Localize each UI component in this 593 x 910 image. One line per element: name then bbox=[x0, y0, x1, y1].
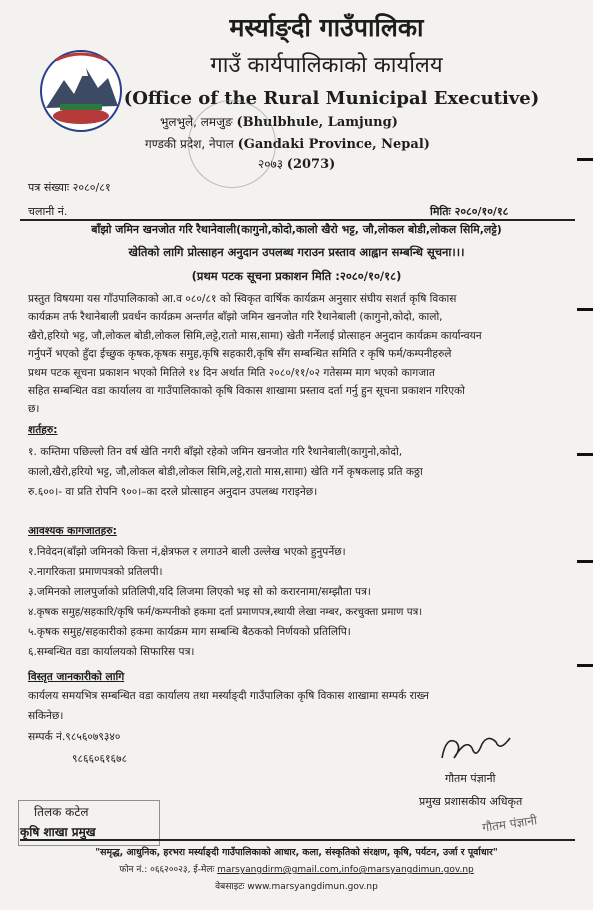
edge-dash bbox=[577, 158, 593, 161]
document-item: ४.कृषक समुह/सहकारि/कृषि फर्म/कम्पनीको हकमा दर्ता प्रमाणपत्र,स्थायी लेखा नम्बर, करचुक्ता प्रमाण पत्र। bbox=[28, 606, 423, 619]
edge-dash bbox=[577, 308, 593, 311]
letter-date: मितिः २०८०/१०/१८ bbox=[430, 205, 509, 218]
document-item: १.निवेदन(बाँझो जमिनको कित्ता नं,क्षेत्रफल र लगाउने बाली उल्लेख भएको हुनुपर्नेछ। bbox=[28, 546, 346, 559]
body-line: सहित सम्बन्धित वडा कार्यालय वा गाउँपालिकाको कृषि विकास शाखामा प्रस्ताव दर्ता गर्नु हुन सूचना प्रकाशन गरिएको bbox=[28, 385, 465, 398]
contact-number: सम्पर्क नं.९८५६०७९३४० bbox=[28, 731, 121, 744]
footer-email-link[interactable]: marsyangdirm@gmail.com,info@marsyangdimun.gov.np bbox=[217, 865, 474, 875]
subject-line-3: (प्रथम पटक सूचना प्रकाशन मिति :२०८०/१०/१८) bbox=[191, 269, 402, 283]
address-nepali: भुलभुले, लमजुङ bbox=[160, 115, 233, 129]
office-round-stamp bbox=[188, 100, 276, 188]
address-english: (Bhulbhule, Lamjung) bbox=[236, 115, 398, 130]
info-section bbox=[28, 668, 429, 770]
year-nepali: २०७३ bbox=[258, 157, 283, 171]
footer-website-link[interactable]: www.marsyangdimun.gov.np bbox=[247, 882, 378, 892]
signatory-name: गौतम पंज्ञानी bbox=[445, 772, 496, 785]
footer-divider bbox=[20, 839, 575, 841]
footer-website-line bbox=[0, 879, 593, 892]
footer-slogan: "समृद्ध, आधुनिक, हरभरा मर्स्याङ्दी गाउँपालिकाको आधार, कला, संस्कृतिको संरक्षण, कृषि, पर्यटन, उर्जा र पूर्वाधार" bbox=[95, 847, 498, 858]
province-english: (Gandaki Province, Nepal) bbox=[237, 137, 430, 152]
info-heading: विस्तृत जानकारीको लागि bbox=[28, 671, 125, 683]
body-line: कार्यक्रम तर्फ रैथानेबाली प्रवर्धन कार्यक्रम अन्तर्गत बाँझो जमिन खनजोत गरि रैथानेबाली (कागुनो,कोदो, कालो, bbox=[28, 311, 443, 324]
org-title: मर्स्याङ्दी गाउँपालिका bbox=[229, 13, 424, 42]
office-title-nepali: गाउँ कार्यपालिकाको कार्यालय bbox=[210, 53, 443, 78]
stamp-left-sub: कृषि शाखा प्रमुख bbox=[20, 825, 96, 839]
condition-line: १. कम्तिमा पछिल्लो तिन वर्ष खेति नगरी बाँझो रहेको जमिन खनजोत गरि रैथानेबाली(कागुनो,कोदो, bbox=[28, 446, 403, 459]
body-line: खैरो,हरियो भट्ट, जौ,लोकल बोडी,लोकल सिमि,लट्टे,रातो मास,सामा) खेती गर्नेलाई प्रोत्साहन अनुदान कार्यक्रम कार्यान्वयन bbox=[28, 329, 482, 342]
office-title-english: (Office of the Rural Municipal Executive) bbox=[123, 88, 540, 109]
province-nepali: गण्डकी प्रदेश, नेपाल bbox=[145, 137, 234, 151]
subject-line-2: खेतिको लागि प्रोत्साहन अनुदान उपलब्ध गराउन प्रस्ताव आह्वान सम्बन्धि सूचना।।। bbox=[128, 245, 465, 259]
body-paragraph bbox=[28, 290, 482, 419]
document-item: ५.कृषक समुह/सहकारीको हकमा कार्यक्रम माग सम्बन्धि बैठकको निर्णयको प्रतिलिपि। bbox=[28, 626, 351, 639]
subject-line-1: बाँझो जमिन खनजोत गरि रैथानेवाली(कागुनो,कोदो,कालो खैरो भट्ट, जौ,लोकल बोडी,लोकल सिमि,लट्टे) bbox=[91, 223, 502, 236]
edge-dash bbox=[577, 664, 593, 667]
conditions-section bbox=[28, 421, 423, 502]
edge-dash bbox=[577, 453, 593, 456]
document-item: ३.जमिनको लालपुर्जाको प्रतिलिपी,यदि लिजमा लिएको भइ सो को करारनामा/सम्झौता पत्र। bbox=[28, 586, 371, 599]
stamp-left-name: तिलक कटेल bbox=[34, 805, 89, 819]
footer-contact bbox=[0, 862, 593, 875]
body-line: प्रथम पटक सूचना प्रकाशन भएको मितिले १४ दिन अर्थात मिति २०८०/११/०२ गतेसम्म माग भएको कागजात bbox=[28, 366, 435, 379]
document-item: २.नागरिकता प्रमाणपत्रको प्रतिलपी। bbox=[28, 566, 163, 579]
reference-number: पत्र संख्याः २०८०/८१ bbox=[28, 181, 111, 194]
conditions-heading: शर्तहरु: bbox=[28, 424, 58, 436]
document-item: ६.सम्बन्धित वडा कार्यालयको सिफारिस पत्र। bbox=[28, 646, 195, 659]
documents-section bbox=[28, 522, 422, 662]
body-line: गर्नुपर्ने भएको हुँदा ईच्छुक कृषक,कृषक समुह,कृषि सहकारी,कृषि सँग सम्बन्धित समिति र कृषि फर्म/कम्पनीहरुले bbox=[28, 348, 452, 361]
body-line: प्रस्तुत विषयमा यस गाँउपालिकाको आ.व ०८०/८१ को स्विकृत वार्षिक कार्यक्रम अनुसार संघीय सशर्त कृषि विकास bbox=[28, 293, 457, 305]
condition-line: कालो,खैरो,हरियो भट्ट, जौ,लोकल बोडी,लोकल सिमि,लट्टे,रातो मास,सामा) खेति गर्ने कृषकलाइ प्रति कठ्ठा bbox=[28, 466, 423, 479]
year-english: (2073) bbox=[286, 157, 336, 172]
body-line: छ। bbox=[28, 403, 40, 416]
documents-heading: आवश्यक कागजातहरु: bbox=[28, 525, 117, 537]
footer-website-label: वेबसाइटः bbox=[215, 882, 245, 892]
stamp-right-name: गौतम पंज्ञानी bbox=[481, 813, 538, 835]
signature-mark-icon bbox=[436, 730, 516, 766]
footer-phone-email-label: फोन नं.: ०६६२००२३, ई-मेलः bbox=[119, 865, 215, 875]
dispatch-number: चलानी नं. bbox=[28, 205, 68, 218]
signatory-title: प्रमुख प्रशासकीय अधिकृत bbox=[419, 795, 523, 808]
edge-dash bbox=[577, 560, 593, 563]
info-line: सकिनेछ। bbox=[28, 710, 64, 723]
info-line: कार्यलय समयभित्र सम्बन्धित वडा कार्यालय तथा मर्स्याङ्दी गाउँपालिका कृषि विकास शाखामा सम्पर्क राख्न bbox=[28, 690, 429, 703]
contact-number-alt: ९८६६०६१६७८ bbox=[72, 753, 128, 766]
condition-line: रु.६००।- वा प्रति रोपनि ९००।–का दरले प्रोत्साहन अनुदान उपलब्ध गराइनेछ। bbox=[28, 486, 318, 499]
header-divider bbox=[20, 219, 575, 221]
